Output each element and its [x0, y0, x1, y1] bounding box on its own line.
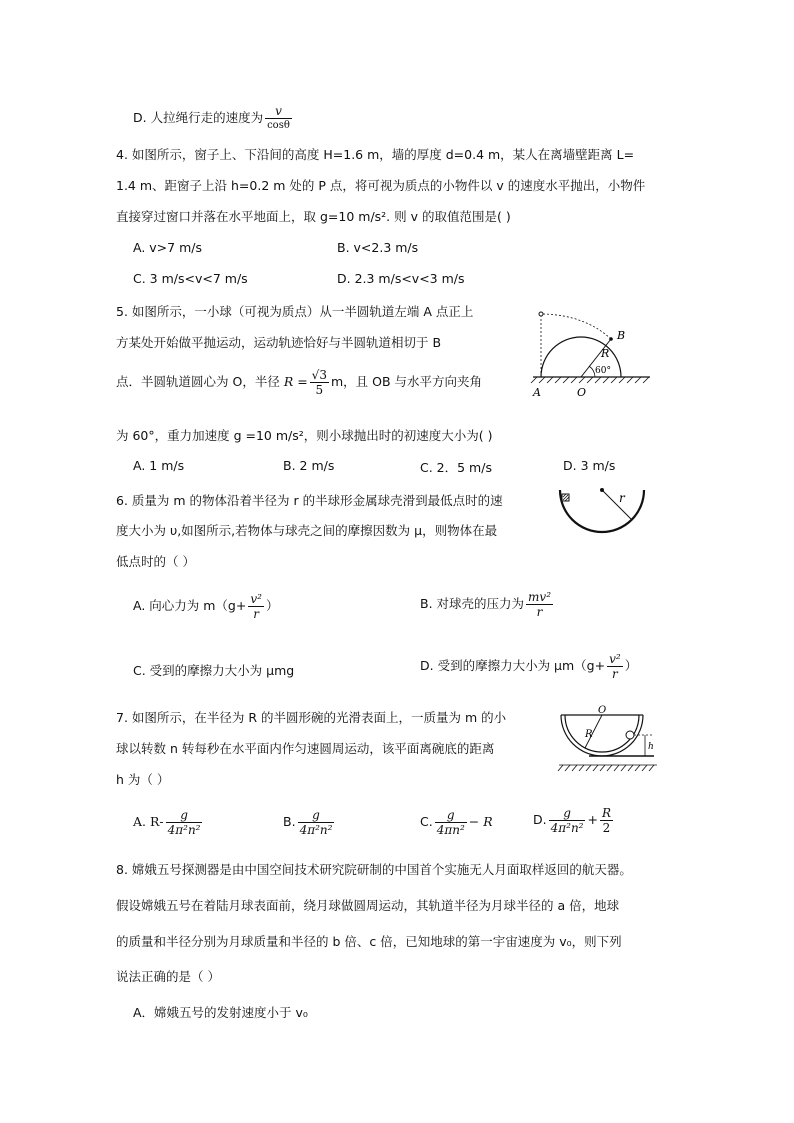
- q7-option-d: D. $\frac{g}{\text{4π²n²}}$ + $\frac{R}{2}$: [533, 806, 612, 835]
- q7-bowl-figure: [557, 703, 667, 773]
- q5-option-a: A. 1 m/s: [133, 458, 185, 473]
- q6-hemisphere-figure: [557, 487, 647, 557]
- q6-option-a: A. 向心力为 m（g+ $\frac{\text{v²}}{r}$ ）: [133, 592, 279, 621]
- point-o-label: O: [577, 386, 587, 399]
- q6-option-c: C. 受到的摩擦力大小为 μmg: [133, 663, 295, 678]
- q6-option-b: B. 对球壳的压力为 $\frac{\text{mv²}}{r}$: [420, 590, 551, 619]
- q6-stem-line2: 度大小为 υ,如图所示,若物体与球壳之间的摩擦因数为 μ，则物体在最: [116, 523, 498, 538]
- point-b-label: B: [617, 329, 626, 342]
- q3-option-d: D. 人拉绳行走的速度为 $\frac{v}{\cos\theta}$: [133, 104, 290, 131]
- q7-option-b: B. $\frac{g}{\text{4π²n²}}$: [283, 808, 333, 837]
- q7-stem-line3: h 为（ ）: [116, 772, 170, 787]
- velocity-fraction: $\frac{v}{\cos\theta}$: [267, 104, 290, 131]
- q8-stem-line1: 8. 嫦娥五号探测器是由中国空间技术研究院研制的中国首个实施无人月面取样返回的航天器。: [116, 862, 632, 877]
- q4-option-a: A. v>7 m/s: [133, 240, 202, 255]
- q8-stem-line3: 的质量和半径分别为月球质量和半径的 b 倍、c 倍，已知地球的第一宇宙速度为 v₀，则下列: [116, 934, 622, 949]
- q8-stem-line2: 假设嫦娥五号在着陆月球表面前，绕月球做圆周运动，其轨道半径为月球半径的 a 倍，地球: [116, 898, 620, 913]
- q4-stem-line2: 1.4 m、距窗子上沿 h=0.2 m 处的 P 点，将可视为质点的小物件以 v 的速度水平抛出，小物件: [116, 178, 646, 193]
- radius-fraction: $\frac{√3}{5}$: [311, 368, 327, 397]
- point-a-label: A: [533, 386, 541, 399]
- q8-stem-line4: 说法正确的是（ ）: [116, 969, 220, 984]
- q6-stem-line3: 低点时的（ ）: [116, 554, 195, 569]
- q4-option-d: D. 2.3 m/s<v<3 m/s: [337, 271, 465, 286]
- q5-stem-line2: 方某处开始做平抛运动，运动轨迹恰好与半圆轨道相切于 B: [116, 335, 442, 350]
- radius-r-label: r: [619, 491, 625, 505]
- q7-option-a: A. R- $\frac{g}{\text{4π²n²}}$: [133, 808, 201, 837]
- q7-option-c: C. $\frac{g}{\text{4πn²}}$ − R: [420, 808, 493, 837]
- q5-option-c: C. 2．5 m/s: [420, 460, 492, 475]
- q6-stem-line1: 6. 质量为 m 的物体沿着半径为 r 的半球形金属球壳滑到最低点时的速: [116, 493, 503, 508]
- q5-stem-line4: 为 60°，重力加速度 g =10 m/s²，则小球抛出时的初速度大小为( ): [116, 428, 493, 443]
- q4-stem-line1: 4. 如图所示，窗子上、下沿间的高度 H=1.6 m，墙的厚度 d=0.4 m，某人在离墙壁距离 L=: [116, 147, 635, 162]
- q4-option-b: B. v<2.3 m/s: [337, 240, 419, 255]
- q8-option-a: A．嫦娥五号的发射速度小于 v₀: [133, 1005, 308, 1020]
- center-o-label: O: [598, 705, 607, 716]
- height-h-label: h: [648, 742, 654, 752]
- q7-stem-line1: 7. 如图所示，在半径为 R 的半圆形碗的光滑表面上，一质量为 m 的小: [116, 710, 507, 725]
- q5-option-d: D. 3 m/s: [563, 458, 616, 473]
- q5-semicircle-figure: [525, 305, 655, 400]
- q7-stem-line2: 球以转数 n 转每秒在水平面内作匀速圆周运动，该平面离碗底的距离: [116, 741, 495, 756]
- q5-stem-line1: 5. 如图所示，一小球（可视为质点）从一半圆轨道左端 A 点正上: [116, 304, 474, 319]
- radius-label: R: [585, 729, 593, 740]
- radius-label: R: [601, 347, 610, 360]
- q4-stem-line3: 直接穿过窗口并落在水平地面上，取 g=10 m/s². 则 v 的取值范围是( ): [116, 209, 511, 224]
- q5-option-b: B. 2 m/s: [283, 458, 335, 473]
- q6-option-d: D. 受到的摩擦力大小为 μm（g+ $\frac{\text{v²}}{r}$ ）: [420, 652, 638, 681]
- q4-option-c: C. 3 m/s<v<7 m/s: [133, 271, 248, 286]
- q5-stem-line3: 点．半圆轨道圆心为 O，半径 R = $\frac{√3}{5}$ m，且 OB 与水平方向夹角: [116, 368, 482, 397]
- angle-label: 60°: [595, 366, 611, 376]
